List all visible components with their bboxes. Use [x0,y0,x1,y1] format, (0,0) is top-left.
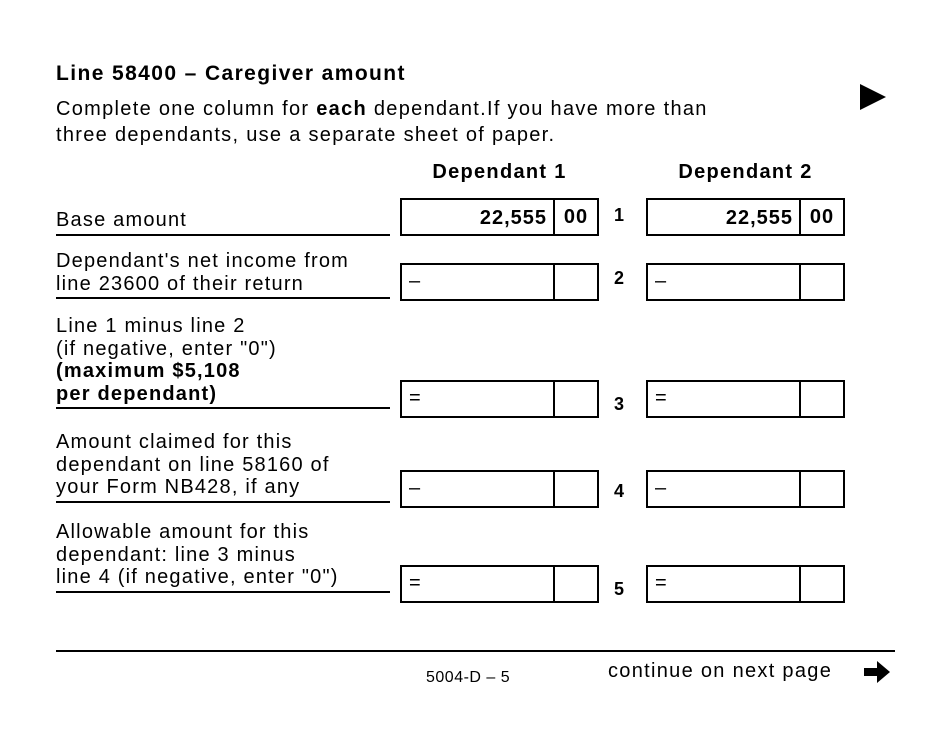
line-4-label: Amount claimed for this dependant on line 58160 of your Form NB428, if any [56,431,390,503]
line-1-dependant-1-field[interactable] [400,198,599,236]
column-header-dependant-2: Dependant 2 [678,161,813,183]
footer-divider [56,650,895,652]
line-3-dependant-2-field[interactable] [646,380,845,418]
line-number-3: 3 [614,394,625,414]
line-1-dependant-2-cents[interactable]: 00 [809,205,835,228]
line-5-dependant-2-field[interactable] [646,565,845,603]
line-4-dependant-1-field[interactable] [400,470,599,508]
line-5-label: Allowable amount for this dependant: line 3 minus line 4 (if negative, enter "0") [56,521,390,593]
section-title: Line 58400 – Caregiver amount [56,62,406,85]
line-4-dependant-2-cents[interactable] [801,472,843,506]
line-number-2: 2 [614,268,625,288]
line-2-dependant-1-cents[interactable] [555,265,597,299]
line-4-dependant-1-dollars[interactable]: – [402,472,555,506]
column-header-dependant-1: Dependant 1 [432,161,567,183]
line-4-dependant-2-dollars[interactable]: – [648,472,801,506]
play-triangle-icon [860,84,886,110]
line-2-dependant-2-dollars[interactable]: – [648,265,801,299]
line-5-dependant-1-dollars[interactable]: = [402,567,555,601]
section-instructions: Complete one column for each dependant.If you have more than three dependants, use a separate sheet of paper. [56,98,708,146]
right-arrow-icon [862,659,892,685]
line-1-dependant-2-field[interactable] [646,198,845,236]
line-5-dependant-1-field[interactable] [400,565,599,603]
line-3-dependant-1-cents[interactable] [555,382,597,416]
line-5-dependant-1-cents[interactable] [555,567,597,601]
line-2-dependant-2-cents[interactable] [801,265,843,299]
line-1-dependant-2-dollars[interactable]: 22,555 [648,200,801,234]
line-number-4: 4 [614,481,625,501]
line-1-dependant-1-dollars[interactable]: 22,555 [402,200,555,234]
line-4-dependant-2-field[interactable] [646,470,845,508]
line-5-dependant-2-dollars[interactable]: = [648,567,801,601]
continue-next-page-text: continue on next page [608,660,833,682]
line-3-label: Line 1 minus line 2 (if negative, enter "0") (maximum $5,108 per dependant) [56,315,390,409]
form-page-number: 5004-D – 5 [426,669,511,686]
line-number-1: 1 [614,205,625,225]
line-2-label: Dependant's net income from line 23600 of their return [56,250,390,299]
line-1-label: Base amount [56,209,390,236]
line-2-dependant-1-dollars[interactable]: – [402,265,555,299]
line-1-dependant-1-cents[interactable]: 00 [563,205,589,228]
line-4-dependant-1-cents[interactable] [555,472,597,506]
line-3-dependant-1-dollars[interactable]: = [402,382,555,416]
line-number-5: 5 [614,579,625,599]
line-5-dependant-2-cents[interactable] [801,567,843,601]
line-2-dependant-1-field[interactable] [400,263,599,301]
line-3-dependant-1-field[interactable] [400,380,599,418]
line-3-dependant-2-dollars[interactable]: = [648,382,801,416]
line-2-dependant-2-field[interactable] [646,263,845,301]
line-3-dependant-2-cents[interactable] [801,382,843,416]
